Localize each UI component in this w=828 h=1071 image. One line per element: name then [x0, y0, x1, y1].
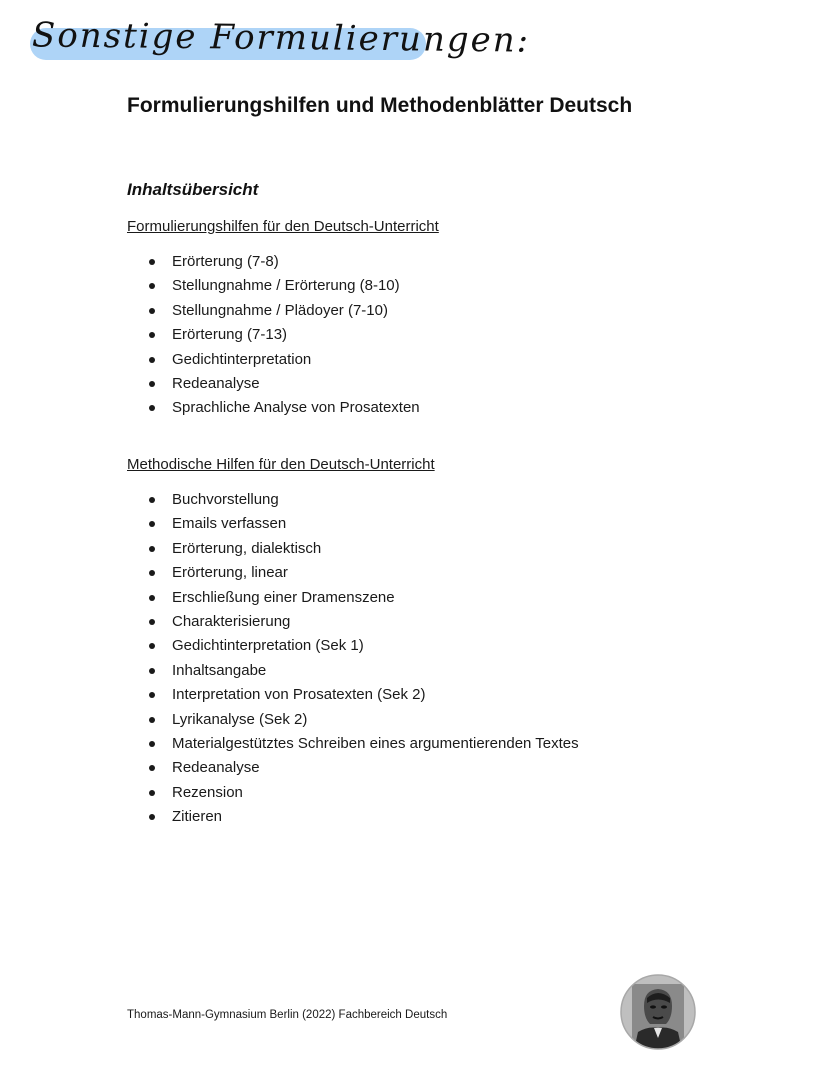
list-item-label: Emails verfassen	[172, 515, 287, 533]
document-title: Formulierungshilfen und Methodenblätter Deutsch	[127, 94, 633, 117]
bullet-icon	[149, 308, 155, 314]
list-item-label: Gedichtinterpretation (Sek 1)	[172, 637, 364, 655]
bullet-icon	[149, 497, 155, 503]
list-item-label: Inhaltsangabe	[172, 661, 267, 679]
list-item-label: Erörterung, linear	[172, 564, 288, 582]
bullet-icon	[149, 668, 155, 674]
list-item-label: Stellungnahme / Plädoyer (7-10)	[172, 301, 388, 319]
list-item	[127, 252, 420, 276]
list-item	[127, 563, 579, 587]
list-item-label: Zitieren	[172, 808, 223, 826]
list-item-label: Erörterung, dialektisch	[172, 539, 322, 557]
section-list-methodische-hilfen	[127, 490, 579, 831]
bullet-icon	[149, 717, 155, 723]
bullet-icon	[149, 814, 155, 820]
list-item	[127, 325, 420, 349]
list-item	[127, 734, 579, 758]
list-item	[127, 807, 579, 831]
list-item	[127, 490, 579, 514]
bullet-icon	[149, 521, 155, 527]
list-item-label: Erörterung (7-13)	[172, 326, 288, 344]
bullet-icon	[149, 405, 155, 411]
list-item-label: Rezension	[172, 783, 243, 801]
list-item-label: Erschließung einer Dramenszene	[172, 588, 395, 606]
list-item	[127, 612, 579, 636]
bullet-icon	[149, 283, 155, 289]
bullet-icon	[149, 619, 155, 625]
list-item	[127, 588, 579, 612]
bullet-icon	[149, 357, 155, 363]
list-item	[127, 350, 420, 374]
list-item-label: Redeanalyse	[172, 759, 260, 777]
list-item	[127, 514, 579, 538]
list-item-label: Interpretation von Prosatexten (Sek 2)	[172, 686, 426, 704]
list-item	[127, 374, 420, 398]
bullet-icon	[149, 381, 155, 387]
list-item-label: Gedichtinterpretation	[172, 350, 312, 368]
list-item-label: Sprachliche Analyse von Prosatexten	[172, 399, 420, 417]
list-item-label: Redeanalyse	[172, 374, 260, 392]
list-item	[127, 710, 579, 734]
list-item	[127, 758, 579, 782]
section-list-formulierungshilfen	[127, 252, 420, 423]
list-item-label: Stellungnahme / Erörterung (8-10)	[172, 277, 400, 295]
bullet-icon	[149, 595, 155, 601]
bullet-icon	[149, 692, 155, 698]
list-item	[127, 539, 579, 563]
portrait-logo-icon	[620, 974, 696, 1050]
list-item	[127, 783, 579, 807]
toc-heading: Inhaltsübersicht	[127, 180, 259, 199]
bullet-icon	[149, 259, 155, 265]
bullet-icon	[149, 790, 155, 796]
list-item-label: Buchvorstellung	[172, 491, 279, 508]
list-item	[127, 661, 579, 685]
list-item-label: Erörterung (7-8)	[172, 253, 279, 270]
list-item	[127, 301, 420, 325]
bullet-icon	[149, 765, 155, 771]
list-item	[127, 685, 579, 709]
footer-text: Thomas-Mann-Gymnasium Berlin (2022) Fachbereich Deutsch	[127, 1009, 448, 1021]
bullet-icon	[149, 643, 155, 649]
handwritten-banner	[22, 15, 531, 74]
bullet-icon	[149, 546, 155, 552]
bullet-icon	[149, 570, 155, 576]
banner-text: Sonstige Formulierungen:	[31, 15, 531, 61]
section-heading-methodische-hilfen: Methodische Hilfen für den Deutsch-Unterricht	[127, 456, 435, 473]
list-item-label: Charakterisierung	[172, 612, 291, 630]
bullet-icon	[149, 741, 155, 747]
list-item-label: Lyrikanalyse (Sek 2)	[172, 710, 308, 728]
list-item-label: Materialgestütztes Schreiben eines argumentierenden Textes	[172, 734, 579, 752]
list-item	[127, 276, 420, 300]
list-item	[127, 398, 420, 422]
section-heading-formulierungshilfen: Formulierungshilfen für den Deutsch-Unterricht	[127, 218, 439, 235]
bullet-icon	[149, 332, 155, 338]
list-item	[127, 636, 579, 660]
